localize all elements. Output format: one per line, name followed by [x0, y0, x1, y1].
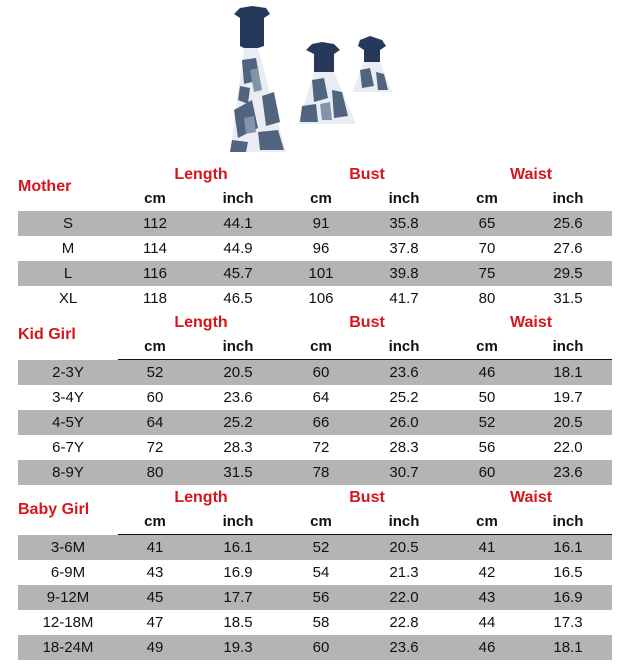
bust-cm: 91: [284, 211, 358, 236]
bust-cm: 78: [284, 460, 358, 485]
waist-cm: 65: [450, 211, 524, 236]
length-cm: 116: [118, 261, 192, 286]
size-label: 6-9M: [50, 564, 86, 581]
length-cm: 45: [118, 585, 192, 610]
unit-cm: cm: [450, 335, 524, 360]
waist-inch: 29.5: [524, 261, 612, 286]
size-label: 2-3Y: [18, 360, 118, 386]
waist-inch: 18.1: [524, 635, 612, 660]
length-inch: 20.5: [192, 360, 284, 386]
bust-inch: 22.0: [358, 585, 450, 610]
waist-inch: 31.5: [553, 290, 583, 307]
kid-dress-image: [298, 42, 356, 124]
waist-inch: 27.6: [553, 240, 583, 257]
column-group-bust: Bust: [349, 314, 385, 331]
waist-inch: 17.3: [553, 614, 583, 631]
length-inch: 44.9: [223, 240, 253, 257]
waist-cm: 70: [478, 240, 496, 257]
unit-inch: inch: [388, 190, 420, 207]
bust-inch: 28.3: [389, 439, 419, 456]
length-cm: 60: [146, 389, 164, 406]
waist-inch: 19.7: [553, 389, 583, 406]
length-cm: 41: [118, 535, 192, 561]
waist-cm: 75: [450, 261, 524, 286]
waist-inch: 16.1: [524, 535, 612, 561]
size-label: 4-5Y: [18, 410, 118, 435]
column-group-length: Length: [174, 166, 228, 183]
bust-cm: 58: [312, 614, 330, 631]
length-inch: 16.9: [223, 564, 253, 581]
table-row: [18, 460, 612, 485]
bust-inch: 21.3: [389, 564, 419, 581]
table-row: [18, 286, 612, 311]
size-label: S: [18, 211, 118, 236]
bust-cm: 60: [284, 360, 358, 386]
table-row: [18, 585, 612, 610]
bust-cm: 72: [312, 439, 330, 456]
unit-inch: inch: [222, 190, 254, 207]
bust-inch: 26.0: [358, 410, 450, 435]
length-inch: 31.5: [192, 460, 284, 485]
unit-cm: cm: [310, 190, 332, 207]
table-row: [18, 610, 612, 635]
bust-inch: 37.8: [389, 240, 419, 257]
unit-cm: cm: [144, 190, 166, 207]
baby-dress-image: [352, 36, 392, 92]
column-group-waist: Waist: [509, 166, 553, 183]
unit-cm: cm: [476, 190, 498, 207]
waist-inch: 20.5: [524, 410, 612, 435]
size-label: 3-6M: [18, 535, 118, 561]
kid-size-table: [18, 311, 612, 485]
length-inch: 19.3: [192, 635, 284, 660]
waist-inch: 23.6: [524, 460, 612, 485]
length-cm: 118: [143, 290, 167, 307]
bust-cm: 66: [284, 410, 358, 435]
section-title-kid-girl: Kid Girl: [18, 326, 76, 344]
column-group-waist: Waist: [509, 489, 553, 506]
waist-inch: 25.6: [524, 211, 612, 236]
unit-cm: cm: [118, 510, 192, 535]
waist-cm: 41: [450, 535, 524, 561]
length-cm: 52: [118, 360, 192, 386]
size-label: 3-4Y: [52, 389, 84, 406]
column-group-bust: Bust: [349, 166, 385, 183]
unit-inch: inch: [358, 510, 450, 535]
size-label: L: [18, 261, 118, 286]
bust-cm: 60: [284, 635, 358, 660]
unit-inch: inch: [358, 335, 450, 360]
waist-inch: 22.0: [553, 439, 583, 456]
unit-cm: cm: [284, 510, 358, 535]
size-label: 12-18M: [42, 614, 94, 631]
column-group-length: Length: [174, 314, 228, 331]
length-inch: 44.1: [192, 211, 284, 236]
size-label: M: [61, 240, 75, 257]
bust-inch: 35.8: [358, 211, 450, 236]
unit-cm: cm: [118, 335, 192, 360]
column-group-bust: Bust: [349, 489, 385, 506]
length-cm: 64: [118, 410, 192, 435]
table-row: [18, 236, 612, 261]
table-row: [18, 385, 612, 410]
table-row: [18, 435, 612, 460]
table-row: [18, 211, 612, 236]
length-cm: 72: [146, 439, 164, 456]
bust-inch: 25.2: [389, 389, 419, 406]
bust-inch: 30.7: [358, 460, 450, 485]
size-label: 6-7Y: [52, 439, 84, 456]
bust-inch: 23.6: [358, 635, 450, 660]
unit-inch: inch: [524, 510, 612, 535]
waist-cm: 46: [450, 635, 524, 660]
size-label: 18-24M: [18, 635, 118, 660]
bust-cm: 96: [312, 240, 330, 257]
table-row: [18, 261, 612, 286]
section-title-mother: Mother: [18, 178, 72, 195]
bust-inch: 39.8: [358, 261, 450, 286]
waist-inch: 16.9: [524, 585, 612, 610]
table-row: [18, 560, 612, 585]
column-group-waist: Waist: [509, 314, 553, 331]
length-inch: 25.2: [192, 410, 284, 435]
bust-cm: 56: [284, 585, 358, 610]
waist-cm: 42: [478, 564, 496, 581]
unit-cm: cm: [284, 335, 358, 360]
waist-cm: 60: [450, 460, 524, 485]
section-title-baby-girl: Baby Girl: [18, 501, 90, 519]
table-row: [18, 535, 612, 561]
length-cm: 80: [118, 460, 192, 485]
waist-cm: 52: [450, 410, 524, 435]
size-label: 9-12M: [18, 585, 118, 610]
waist-inch: 18.1: [524, 360, 612, 386]
bust-cm: 106: [308, 290, 334, 307]
bust-inch: 23.6: [358, 360, 450, 386]
length-inch: 46.5: [223, 290, 253, 307]
waist-cm: 56: [478, 439, 496, 456]
table-row: [18, 410, 612, 435]
length-inch: 45.7: [192, 261, 284, 286]
length-inch: 28.3: [223, 439, 253, 456]
waist-cm: 43: [450, 585, 524, 610]
unit-inch: inch: [552, 190, 584, 207]
length-inch: 23.6: [223, 389, 253, 406]
bust-cm: 101: [284, 261, 358, 286]
length-inch: 18.5: [223, 614, 253, 631]
mother-dress-image: [230, 6, 286, 152]
waist-inch: 16.5: [553, 564, 583, 581]
bust-inch: 41.7: [389, 290, 419, 307]
mother-size-table: [18, 163, 612, 311]
bust-inch: 22.8: [389, 614, 419, 631]
length-inch: 16.1: [192, 535, 284, 561]
waist-cm: 46: [450, 360, 524, 386]
unit-cm: cm: [450, 510, 524, 535]
bust-cm: 54: [312, 564, 330, 581]
baby-size-table: [18, 486, 612, 660]
unit-inch: inch: [524, 335, 612, 360]
product-photo: [200, 0, 440, 160]
bust-cm: 64: [312, 389, 330, 406]
unit-inch: inch: [192, 335, 284, 360]
waist-cm: 80: [478, 290, 496, 307]
length-cm: 114: [143, 240, 167, 257]
size-label: XL: [58, 290, 78, 307]
bust-inch: 20.5: [358, 535, 450, 561]
table-row: [18, 635, 612, 660]
length-inch: 17.7: [192, 585, 284, 610]
unit-inch: inch: [192, 510, 284, 535]
table-row: [18, 360, 612, 386]
size-label: 8-9Y: [18, 460, 118, 485]
waist-cm: 50: [478, 389, 496, 406]
bust-cm: 52: [284, 535, 358, 561]
length-cm: 47: [146, 614, 164, 631]
length-cm: 112: [118, 211, 192, 236]
length-cm: 49: [118, 635, 192, 660]
length-cm: 43: [146, 564, 164, 581]
waist-cm: 44: [478, 614, 496, 631]
column-group-length: Length: [174, 489, 228, 506]
